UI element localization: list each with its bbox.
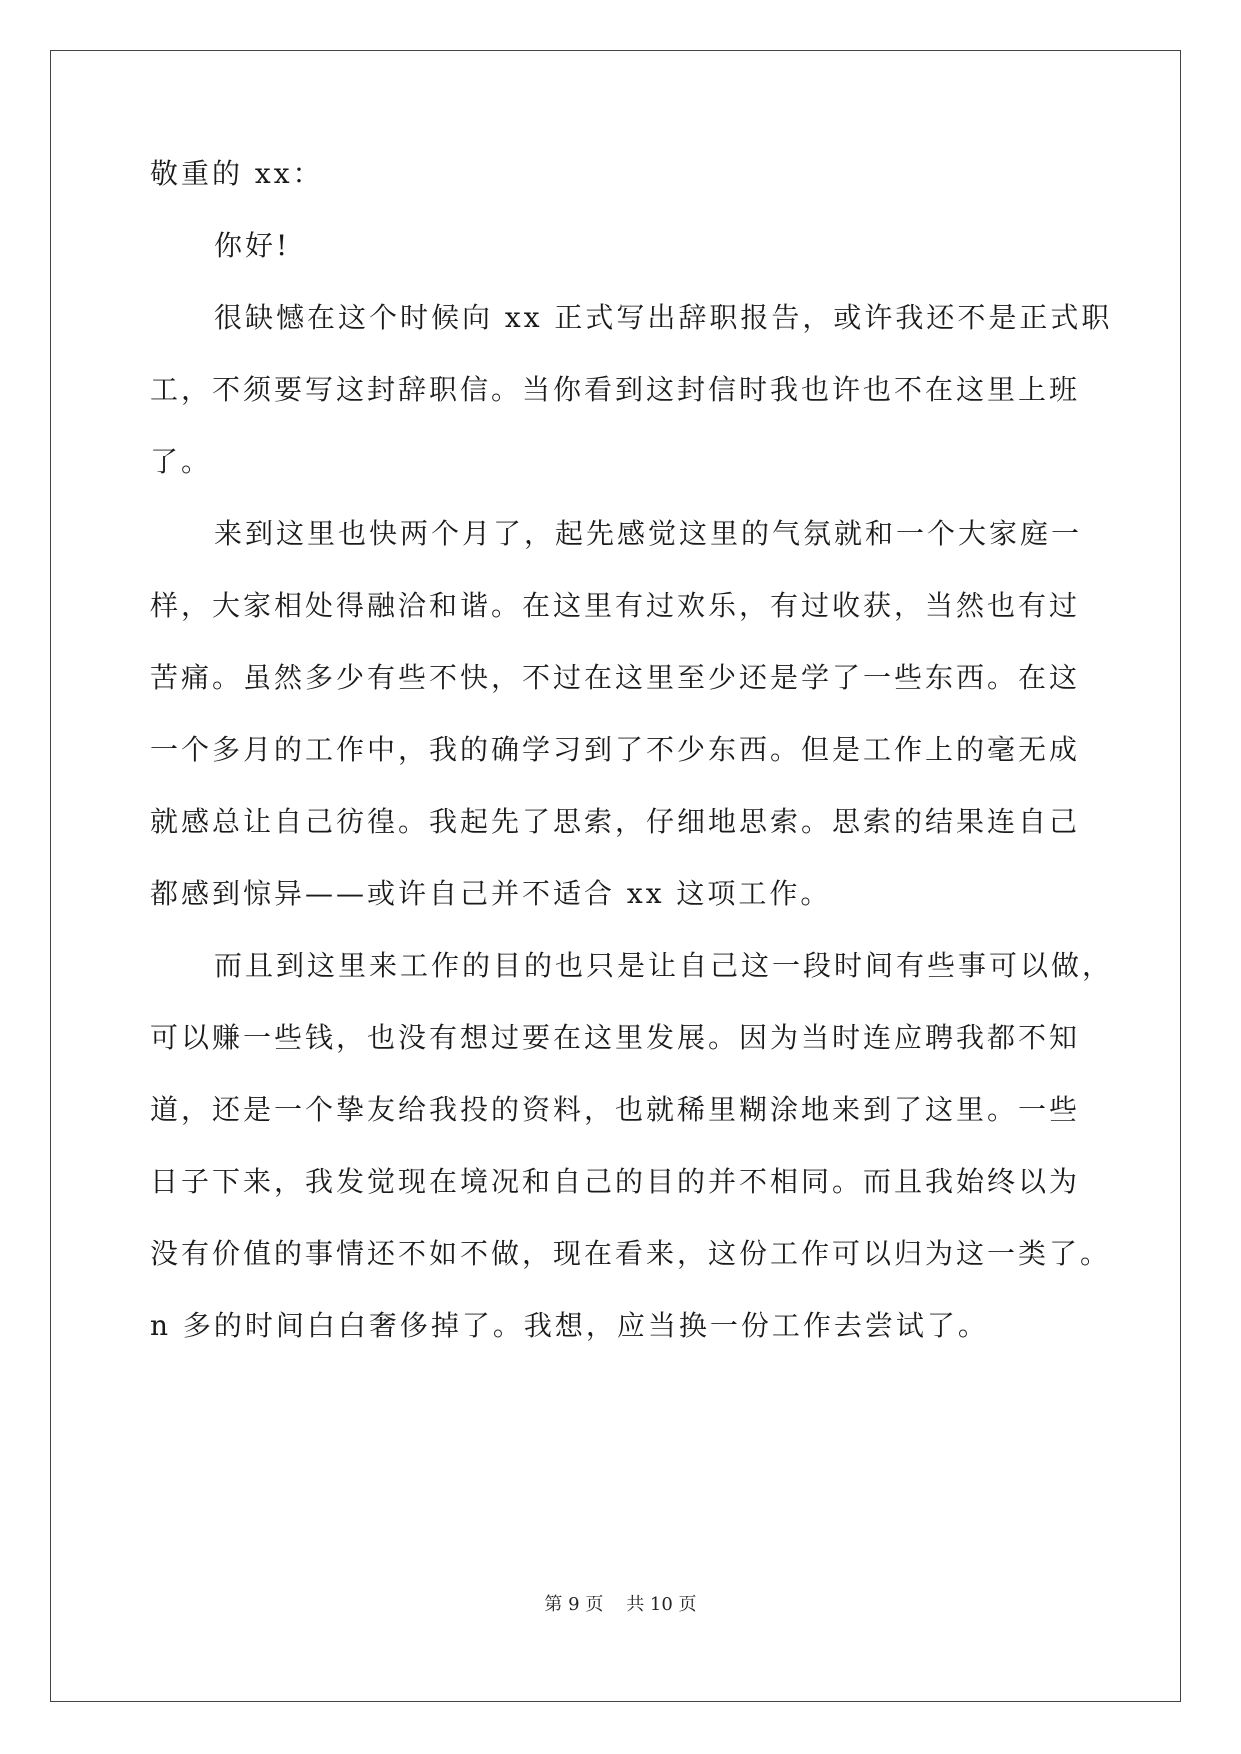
paragraph-3-line-3: 道，还是一个挚友给我投的资料，也就稀里糊涂地来到了这里。一些 [150,1093,1081,1126]
paragraph-2-line-4: 一个多月的工作中，我的确学习到了不少东西。但是工作上的毫无成 [150,733,1081,766]
salutation: 敬重的 xx： [150,157,324,190]
paragraph-2-line-2: 样，大家相处得融洽和谐。在这里有过欢乐，有过收获，当然也有过 [150,589,1081,622]
paragraph-1-line-1: 很缺憾在这个时候向 xx 正式写出辞职报告，或许我还不是正式职 [214,301,1113,334]
paragraph-3-line-2: 可以赚一些钱，也没有想过要在这里发展。因为当时连应聘我都不知 [150,1021,1081,1054]
paragraph-2-line-3: 苦痛。虽然多少有些不快，不过在这里至少还是学了一些东西。在这 [150,661,1081,694]
paragraph-1-line-2: 工，不须要写这封辞职信。当你看到这封信时我也许也不在这里上班 [150,373,1081,406]
paragraph-3-line-1: 而且到这里来工作的目的也只是让自己这一段时间有些事可以做， [214,949,1114,982]
paragraph-3-line-5: 没有价值的事情还不如不做，现在看来，这份工作可以归为这一类了。 [150,1237,1112,1270]
paragraph-2-line-1: 来到这里也快两个月了，起先感觉这里的气氛就和一个大家庭一 [214,517,1083,550]
paragraph-2-line-5: 就感总让自己彷徨。我起先了思索，仔细地思索。思索的结果连自己 [150,805,1081,838]
page-number-footer: 第 9 页 共 10 页 [544,1594,697,1615]
greeting: 你好! [214,229,291,262]
paragraph-2-line-6: 都感到惊异——或许自己并不适合 xx 这项工作。 [150,877,832,910]
paragraph-1-line-3: 了。 [150,445,213,478]
paragraph-3-line-4: 日子下来，我发觉现在境况和自己的目的并不相同。而且我始终以为 [150,1165,1081,1198]
paragraph-3-line-6: n 多的时间白白奢侈掉了。我想，应当换一份工作去尝试了。 [150,1309,989,1342]
